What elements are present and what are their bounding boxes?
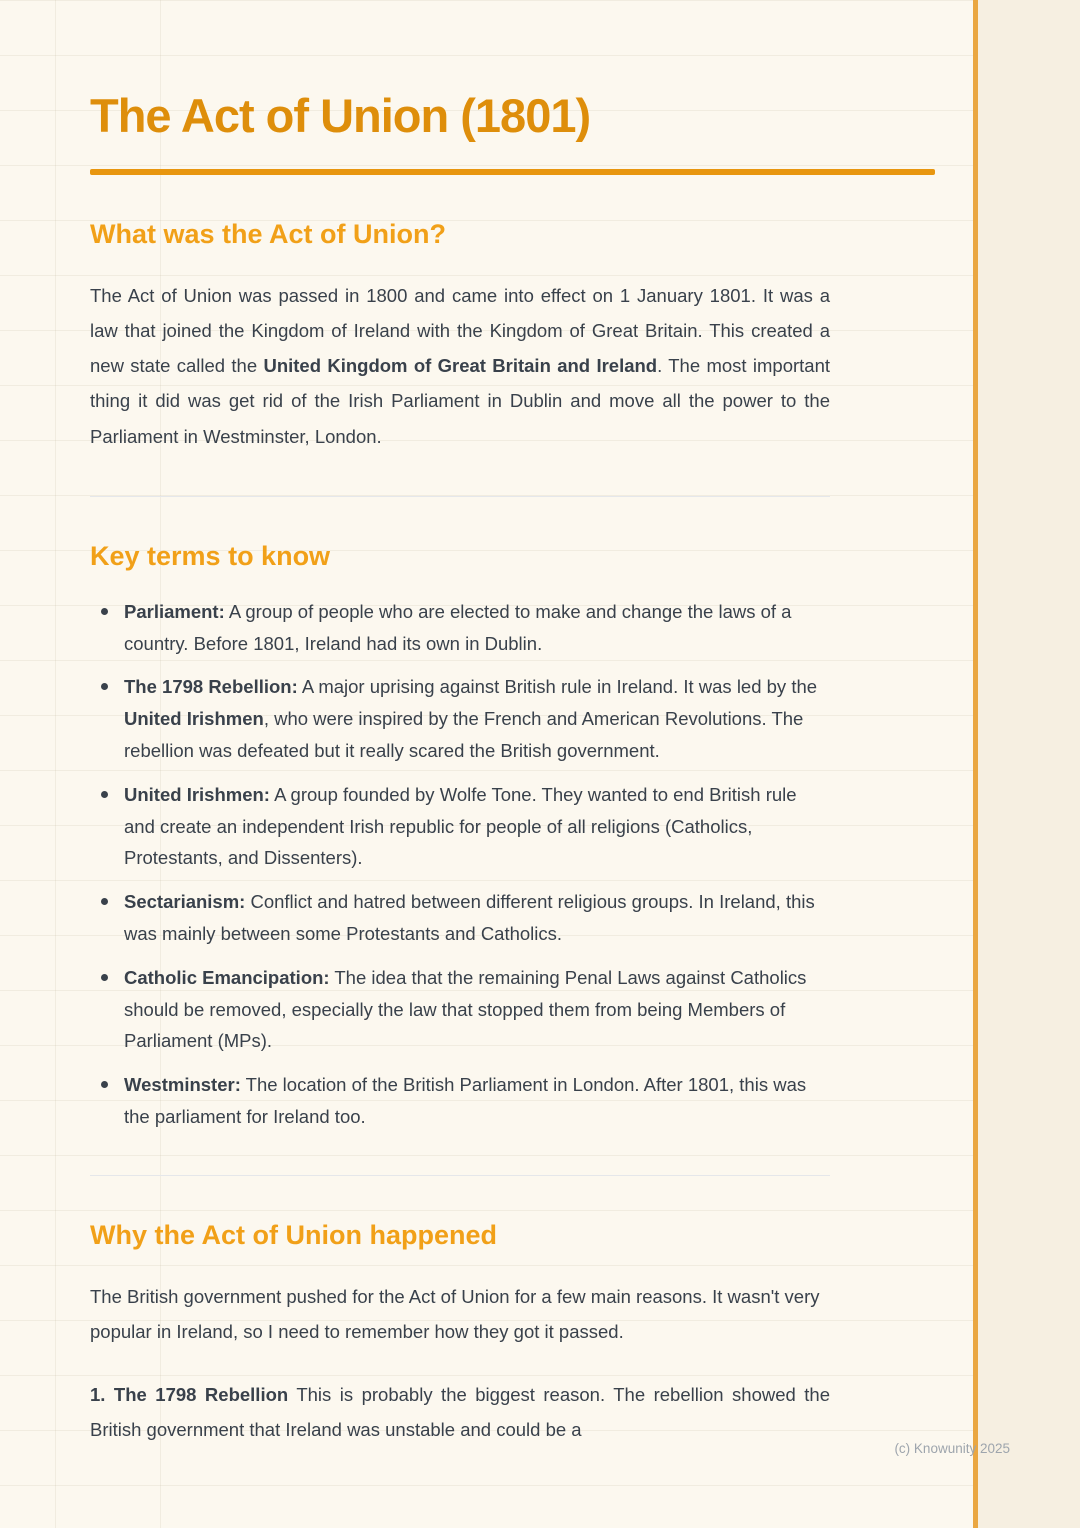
section-what-was <box>90 219 830 454</box>
paragraph-what-was: The Act of Union was passed in 1800 and came into effect on 1 January 1801. It was a law that joined the Kingdom of Ireland with the Kingdom of Great Britain. This created a new state called the United Kingdom of Great Britain and Ireland. The most important thing it did was get rid of the Irish Parliament in Dublin and move all the power to the Parliament in Westminster, London. <box>90 285 831 447</box>
key-term-text: United Irishmen: A group founded by Wolfe Tone. They wanted to end British rule and create an independent Irish republic for people of all religions (Catholics, Protestants, and Dissenters). <box>124 783 797 869</box>
key-term-item <box>90 962 830 1057</box>
key-term-text: Sectarianism: Conflict and hatred between different religious groups. In Ireland, this was mainly between some Protestants and Catholics. <box>124 891 815 945</box>
section-divider <box>90 1175 830 1176</box>
key-term-item <box>90 886 830 950</box>
paragraph-why-intro: The British government pushed for the Act of Union for a few main reasons. It wasn't very popular in Ireland, so I need to remember how they got it passed. <box>90 1285 820 1343</box>
document-content <box>90 88 830 1447</box>
key-term-text: Catholic Emancipation: The idea that the remaining Penal Laws against Catholics should be removed, especially the law that stopped them from being Members of Parliament (MPs). <box>124 966 807 1052</box>
section-heading-why-happened: Why the Act of Union happened <box>90 1219 497 1250</box>
key-term-text: The 1798 Rebellion: A major uprising against British rule in Ireland. It was led by the United Irishmen, who were inspired by the French and American Revolutions. The rebellion was defeated but it really scared the British government. <box>124 676 818 761</box>
section-why-happened <box>90 1220 830 1448</box>
page-edge-strip <box>978 0 1080 1528</box>
page-title: The Act of Union (1801) <box>90 89 591 142</box>
section-heading-what-was: What was the Act of Union? <box>90 219 446 249</box>
key-term-text: Parliament: A group of people who are elected to make and change the laws of a country. Before 1801, Ireland had its own in Dublin. <box>124 600 792 654</box>
key-term-item <box>90 596 830 660</box>
page-edge-line <box>973 0 978 1528</box>
section-key-terms <box>90 541 830 1133</box>
key-term-item <box>90 671 830 766</box>
title-underline-rule <box>90 169 935 175</box>
section-heading-key-terms: Key terms to know <box>90 540 331 571</box>
key-term-item <box>90 1069 830 1133</box>
key-terms-list <box>90 596 830 1133</box>
key-term-item <box>90 779 830 874</box>
paragraph-reason-1798-rebellion: 1. The 1798 Rebellion This is probably the biggest reason. The rebellion showed the British government that Ireland was unstable and could be a <box>90 1384 830 1441</box>
section-divider <box>90 496 830 497</box>
watermark: (c) Knowunity 2025 <box>894 1441 1010 1456</box>
key-term-text: Westminster: The location of the British Parliament in London. After 1801, this was the parliament for Ireland too. <box>124 1074 807 1128</box>
